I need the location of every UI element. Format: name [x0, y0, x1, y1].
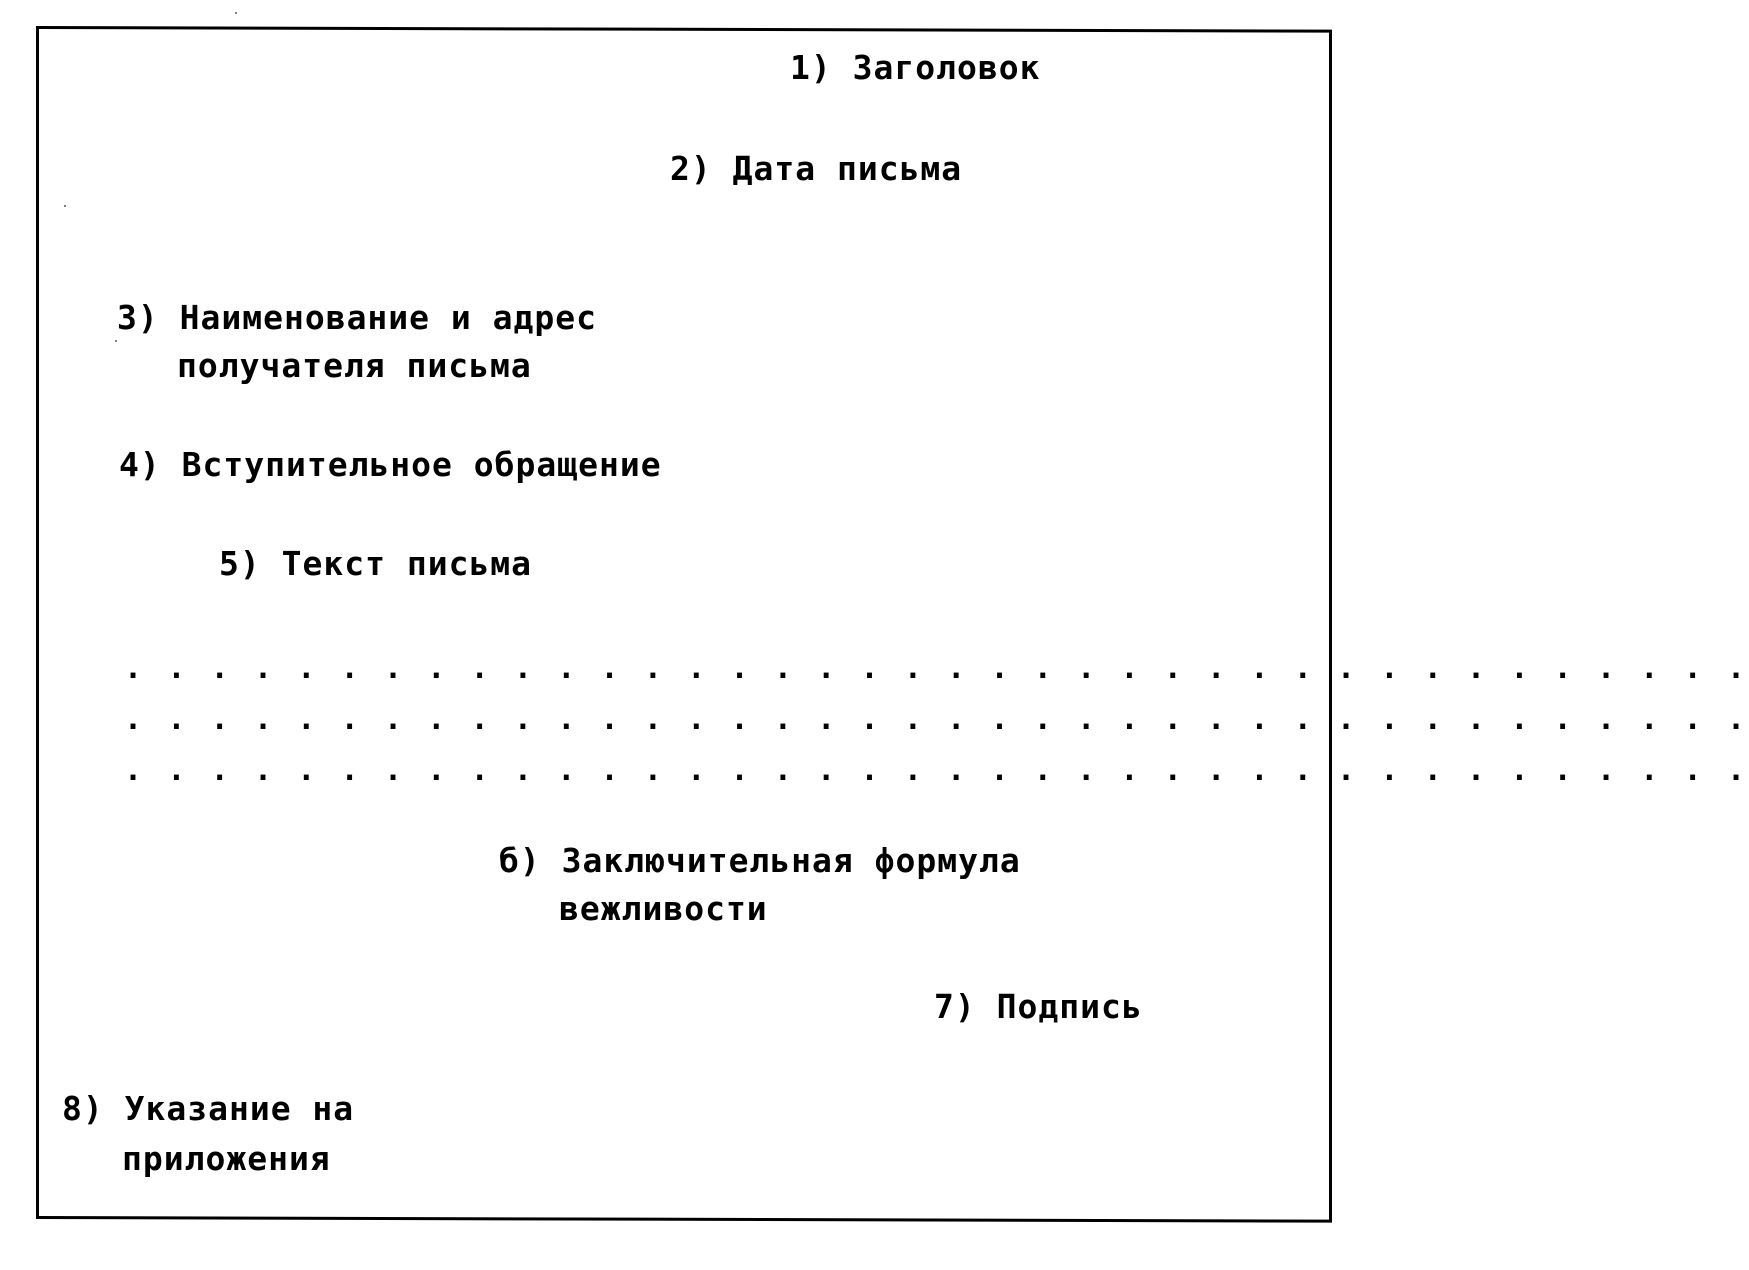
scan-speck — [235, 12, 237, 14]
item-heading — [790, 44, 1040, 92]
item-label: вежливости — [559, 889, 768, 928]
item-attachments — [62, 1085, 354, 1133]
item-label: Текст письма — [281, 544, 533, 583]
item-label: Вступительное обращение — [181, 445, 662, 484]
scan-speck — [115, 340, 117, 342]
item-number: 7) — [934, 987, 976, 1026]
text-placeholder-line: . . . . . . . . . . . . . . . . . . . . . . . . . . . . . . . . . . . . . . — [124, 651, 1749, 686]
item-number: 1) — [790, 48, 832, 87]
item-label: приложения — [122, 1139, 331, 1178]
item-recipient-line-2 — [177, 342, 532, 390]
item-letter-date — [670, 145, 962, 193]
letter-page-frame — [36, 26, 1332, 1223]
item-signature — [934, 983, 1143, 1031]
item-recipient — [117, 294, 597, 342]
item-number: 5) — [219, 544, 261, 583]
item-number: 3) — [117, 298, 159, 337]
item-number: б) — [499, 841, 541, 880]
item-label: Подпись — [996, 987, 1143, 1026]
item-label: Заголовок — [852, 48, 1041, 87]
item-closing-formula-line-2 — [559, 885, 768, 933]
item-attachments-line-2 — [122, 1135, 331, 1183]
item-label: Заключительная формула — [561, 841, 1021, 880]
item-salutation — [119, 441, 662, 489]
item-number: 8) — [62, 1089, 104, 1128]
scan-speck — [64, 205, 66, 207]
item-number: 2) — [670, 149, 712, 188]
item-label: Указание на — [124, 1089, 355, 1128]
text-placeholder-line: . . . . . . . . . . . . . . . . . . . . . . . . . . . . . . . . . . . . . . — [124, 753, 1749, 788]
item-number: 4) — [119, 445, 161, 484]
item-label: Наименование и адрес — [179, 298, 597, 337]
item-label: получателя письма — [177, 346, 532, 385]
text-placeholder-line: . . . . . . . . . . . . . . . . . . . . . . . . . . . . . . . . . . . . . . — [124, 702, 1749, 737]
item-letter-text — [219, 540, 532, 588]
item-label: Дата письма — [732, 149, 963, 188]
item-closing-formula — [499, 837, 1021, 885]
